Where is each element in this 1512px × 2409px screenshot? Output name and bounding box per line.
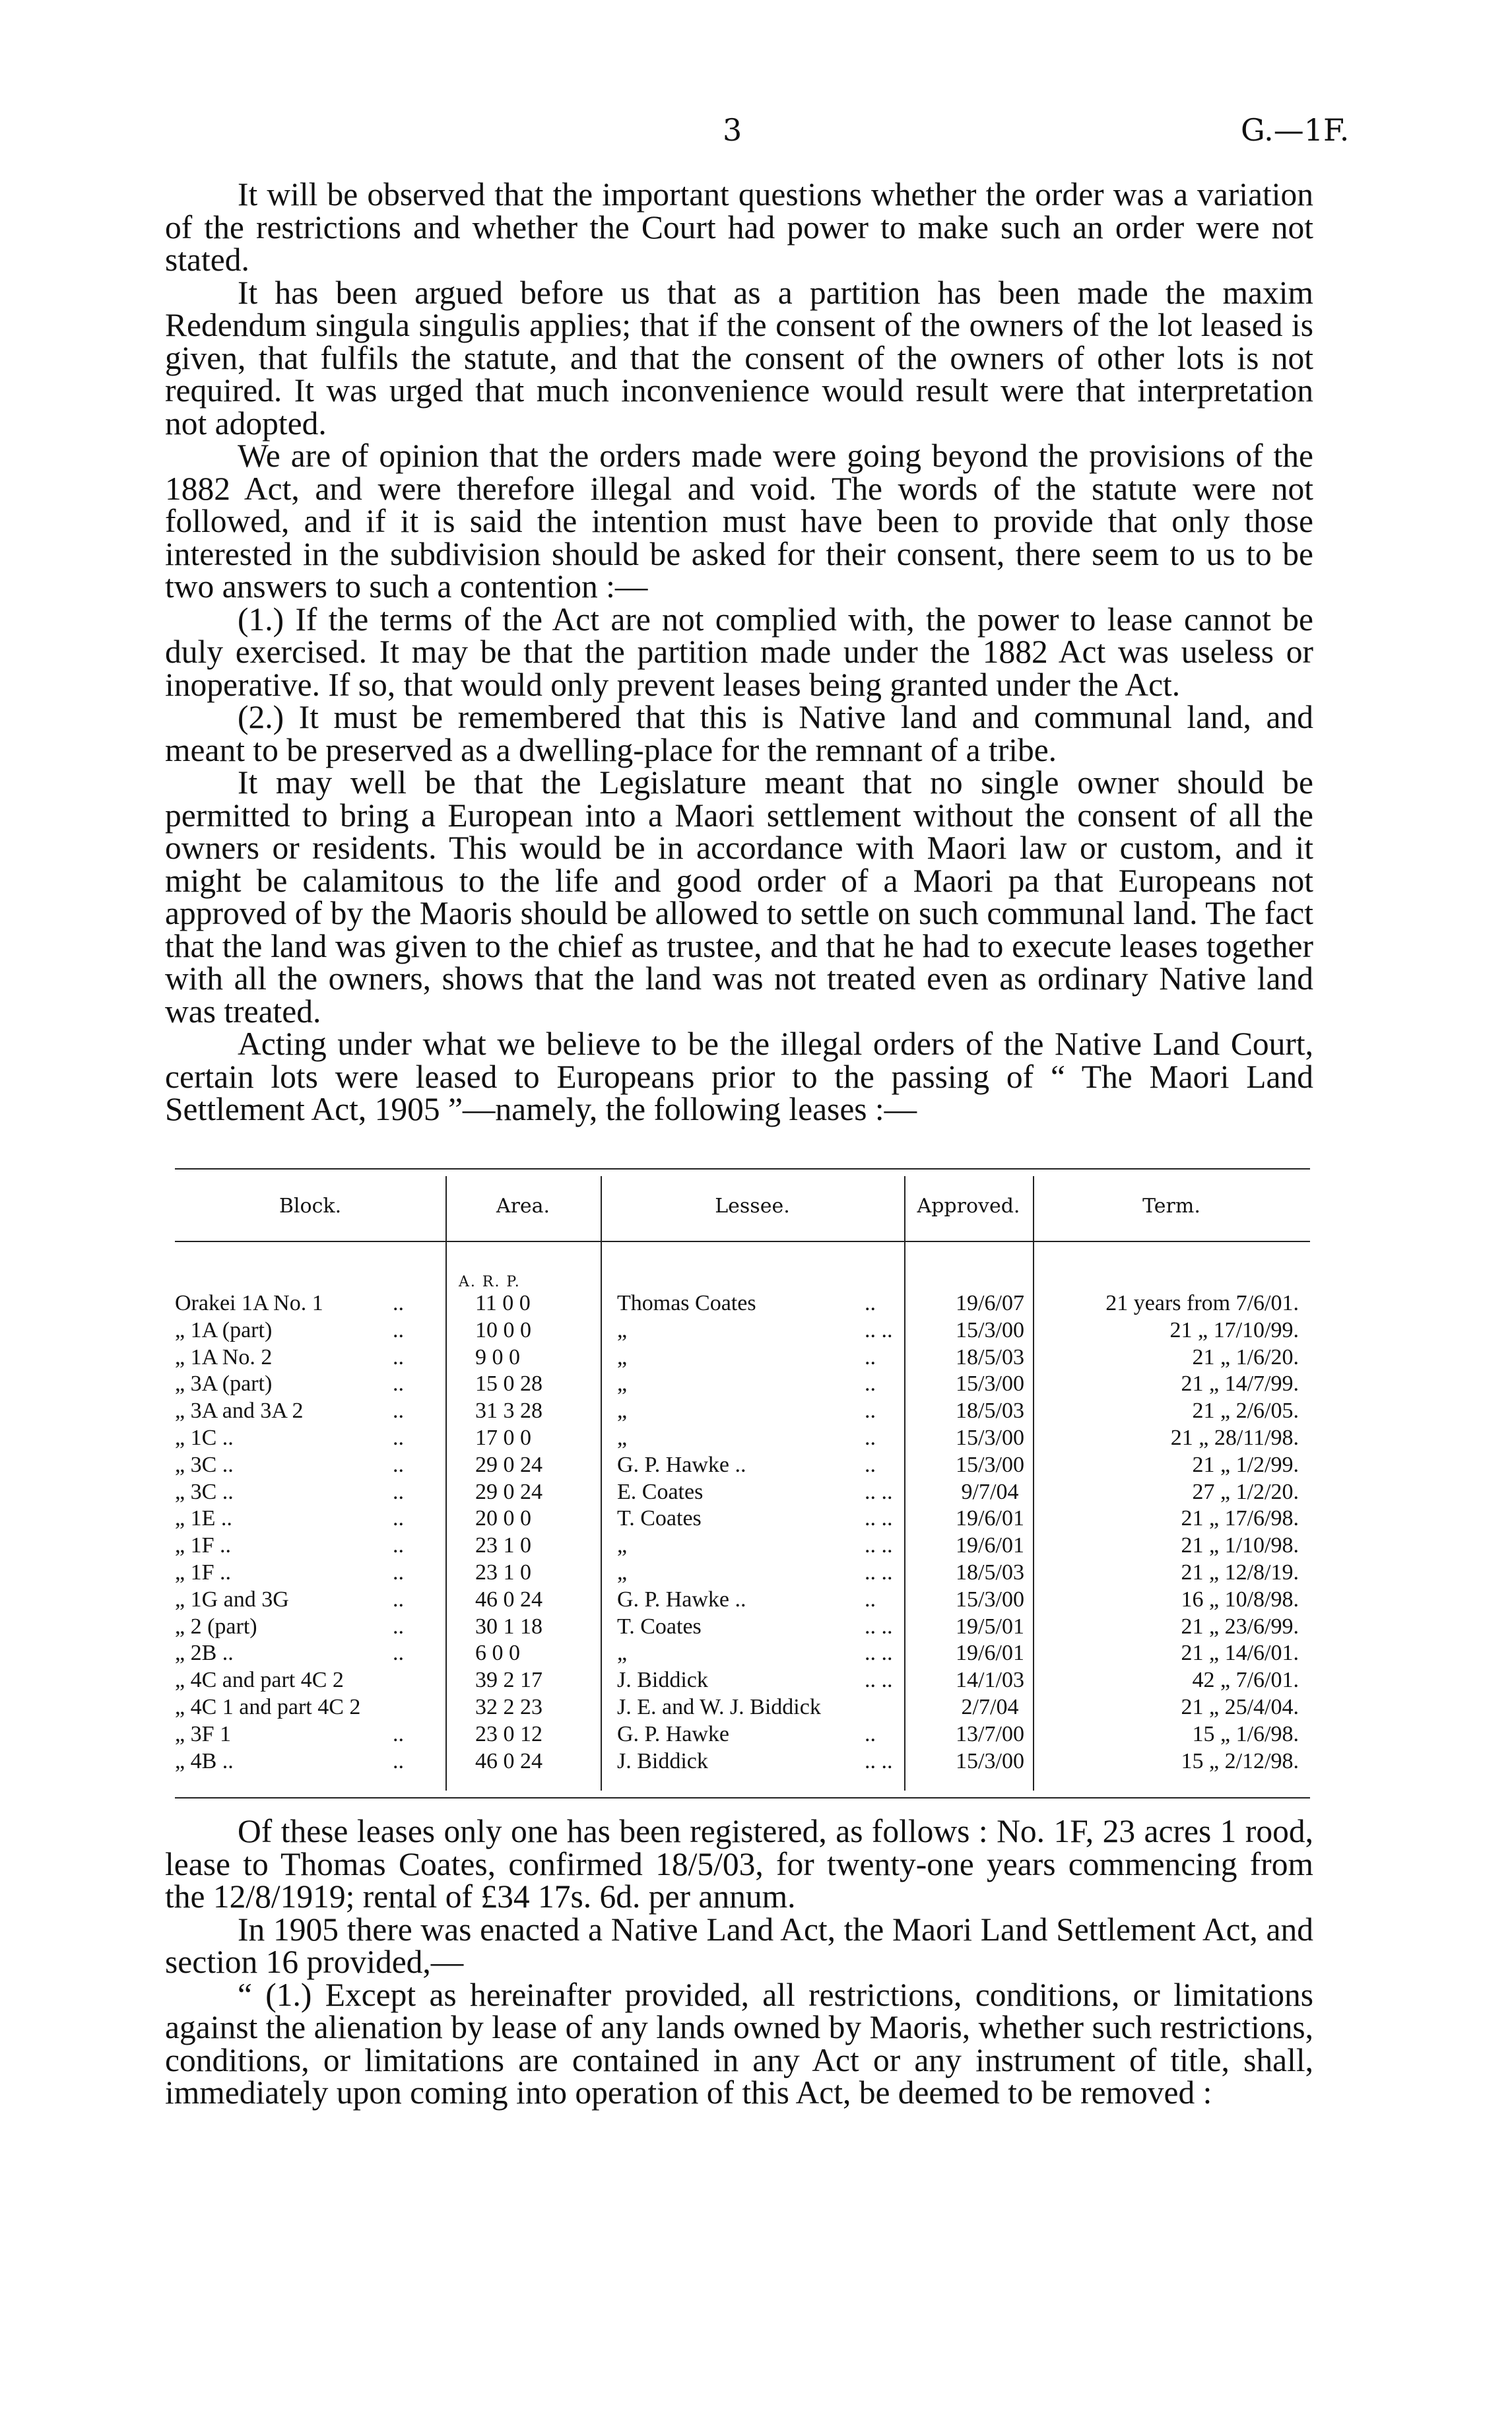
cell-approved: 14/1/03: [956, 1668, 1024, 1693]
table-row: [175, 1505, 1310, 1533]
cell-area: 10 0 0: [475, 1317, 531, 1342]
cell-leader: ..: [393, 1479, 404, 1504]
cell-leader: ..: [865, 1587, 876, 1612]
cell-leader: ..: [865, 1452, 876, 1477]
cell-lessee: „: [617, 1425, 628, 1450]
cell-term: 21 „ 17/6/98.: [1181, 1506, 1299, 1531]
cell-term: 21 years from 7/6/01.: [1105, 1291, 1299, 1315]
cell-block: „ 1F ..: [175, 1533, 231, 1558]
cell-term: 21 „ 17/10/99.: [1169, 1317, 1299, 1342]
cell-lessee: „: [617, 1533, 628, 1558]
table-header-rule: [175, 1241, 1310, 1242]
cell-block: „ 2 (part): [175, 1614, 257, 1639]
cell-term: 21 „ 1/6/20.: [1192, 1344, 1299, 1370]
paragraph: It may well be that the Legislature meant that no single owner should be permitted to bring a European into a Maori settlement without the consent of all the owners or residents. This would be in accordance with Maori law or custom, and it might be calamitous to the life and good order of a Maori pa that Europeans not approved of by the Maoris should be allowed to settle on such communal land. The fact that the land was given to the chief as trustee, and that he had to execute leases together with all the owners, shows that the land was not treated even as ordinary Native land was treated.: [165, 764, 1313, 1030]
cell-block: „ 4C and part 4C 2: [175, 1668, 344, 1693]
cell-leader: ..: [865, 1399, 876, 1424]
table-row: [175, 1667, 1310, 1694]
cell-area: 23 1 0: [475, 1533, 531, 1558]
cell-term: 21 „ 14/7/99.: [1181, 1371, 1299, 1397]
header-area: Area.: [496, 1195, 550, 1218]
cell-lessee: „: [617, 1399, 628, 1424]
cell-block: „ 1F ..: [175, 1560, 231, 1585]
paragraph: (1.) If the terms of the Act are not complied with, the power to lease cannot be duly exercised. It may be that the partition made under the 1882 Act was useless or inoperative. If so, that would only prevent leases being granted under the Act.: [165, 601, 1313, 703]
cell-area: 20 0 0: [475, 1506, 531, 1531]
cell-term: 16 „ 10/8/98.: [1181, 1587, 1299, 1612]
cell-leader: ..: [865, 1344, 876, 1370]
cell-term: 15 „ 1/6/98.: [1192, 1721, 1299, 1746]
cell-lessee: „: [617, 1317, 628, 1342]
paragraph: In 1905 there was enacted a Native Land Act, the Maori Land Settlement Act, and section 16 provided,—: [165, 1911, 1313, 1980]
cell-lessee: Thomas Coates: [617, 1291, 756, 1315]
cell-area: 9 0 0: [475, 1344, 520, 1370]
cell-block: „ 1C ..: [175, 1425, 234, 1450]
cell-approved: 19/5/01: [956, 1614, 1024, 1639]
cell-leader: ..: [865, 1291, 876, 1315]
cell-leader: ..: [393, 1748, 404, 1773]
cell-block: Orakei 1A No. 1: [175, 1291, 323, 1315]
paragraph: Acting under what we believe to be the illegal orders of the Native Land Court, certain lots were leased to Europeans prior to the passing of “ The Maori Land Settlement Act, 1905 ”—namely, the following leases :—: [165, 1026, 1313, 1127]
cell-term: 21 „ 25/4/04.: [1181, 1694, 1299, 1719]
cell-leader: ..: [393, 1344, 404, 1370]
table-row: [175, 1587, 1310, 1614]
cell-area: 32 2 23: [475, 1694, 542, 1719]
cell-term: 21 „ 14/6/01.: [1181, 1641, 1299, 1666]
after-text: [165, 1815, 1313, 2109]
table-row: [175, 1317, 1310, 1344]
table-row: [175, 1560, 1310, 1587]
header-term: Term.: [1142, 1195, 1200, 1218]
cell-lessee: „: [617, 1641, 628, 1666]
cell-block: „ 1A (part): [175, 1317, 273, 1342]
cell-block: „ 4B ..: [175, 1748, 234, 1773]
cell-leader: ..: [393, 1291, 404, 1315]
table-row: [175, 1694, 1310, 1721]
table-row: [175, 1344, 1310, 1371]
cell-area: 46 0 24: [475, 1748, 542, 1773]
table-row: [175, 1452, 1310, 1479]
cell-term: 42 „ 7/6/01.: [1192, 1668, 1299, 1693]
cell-approved: 15/3/00: [956, 1587, 1024, 1612]
leases-table: [175, 1168, 1310, 1798]
cell-leader: ..: [393, 1399, 404, 1424]
cell-block: „ 4C 1 and part 4C 2: [175, 1694, 361, 1719]
cell-lessee: J. Biddick: [617, 1748, 708, 1773]
table-row: [175, 1371, 1310, 1398]
cell-approved: 15/3/00: [956, 1371, 1024, 1397]
cell-block: „ 3C ..: [175, 1452, 234, 1477]
cell-approved: 15/3/00: [956, 1452, 1024, 1477]
page-number: 3: [723, 112, 742, 148]
cell-leader: .. ..: [865, 1641, 893, 1666]
cell-leader: ..: [393, 1452, 404, 1477]
cell-area: 39 2 17: [475, 1668, 542, 1693]
cell-leader: ..: [393, 1641, 404, 1666]
cell-lessee: T. Coates: [617, 1506, 702, 1531]
header-lessee: Lessee.: [715, 1195, 790, 1218]
cell-term: 21 „ 12/8/19.: [1181, 1560, 1299, 1585]
cell-leader: ..: [865, 1721, 876, 1746]
cell-leader: .. ..: [865, 1614, 893, 1639]
table-bottom-rule: [175, 1797, 1310, 1798]
table-row: [175, 1748, 1310, 1775]
cell-approved: 15/3/00: [956, 1317, 1024, 1342]
header-approved: Approved.: [917, 1195, 1020, 1218]
cell-lessee: E. Coates: [617, 1479, 704, 1504]
cell-lessee: G. P. Hawke ..: [617, 1587, 746, 1612]
cell-area: 31 3 28: [475, 1399, 542, 1424]
cell-leader: ..: [393, 1506, 404, 1531]
cell-leader: ..: [393, 1317, 404, 1342]
cell-term: 21 „ 2/6/05.: [1192, 1399, 1299, 1424]
intro-text: [165, 178, 1313, 1126]
document-code: G.—1F.: [1241, 112, 1350, 148]
cell-leader: .. ..: [865, 1479, 893, 1504]
paragraph: “ (1.) Except as hereinafter provided, all restrictions, conditions, or limitations against the alienation by lease of any lands owned by Maoris, whether such restrictions, conditions, or limitations are contained in any Act or any instrument of title, shall, immediately upon coming into operation of this Act, be deemed to be removed :: [165, 1976, 1313, 2111]
cell-area: 29 0 24: [475, 1479, 542, 1504]
cell-area: 23 0 12: [475, 1721, 542, 1746]
cell-approved: 19/6/01: [956, 1533, 1024, 1558]
table-row: [175, 1479, 1310, 1506]
table-top-rule: [175, 1168, 1310, 1170]
cell-block: „ 2B ..: [175, 1641, 234, 1666]
cell-leader: .. ..: [865, 1748, 893, 1773]
paragraph: We are of opinion that the orders made were going beyond the provisions of the 1882 Act, and were therefore illegal and void. The words of the statute were not followed, and if it is said the intention must have been to provide that only those interested in the subdivision should be asked for their consent, there seem to us to be two answers to such a contention :—: [165, 438, 1313, 605]
cell-leader: ..: [865, 1371, 876, 1397]
table-row: [175, 1533, 1310, 1560]
table-body: [175, 1290, 1310, 1775]
header-block: Block.: [279, 1195, 342, 1218]
paragraph: It has been argued before us that as a partition has been made the maxim Redendum singula singulis applies; that if the consent of the owners of the lot leased is given, that fulfils the statute, and that the consent of the owners of other lots is not required. It was urged that much inconvenience would result were that interpretation not adopted.: [165, 274, 1313, 442]
cell-term: 27 „ 1/2/20.: [1192, 1479, 1299, 1504]
cell-block: „ 3C ..: [175, 1479, 234, 1504]
cell-leader: ..: [393, 1721, 404, 1746]
cell-leader: ..: [393, 1371, 404, 1397]
cell-leader: ..: [393, 1587, 404, 1612]
cell-area: 46 0 24: [475, 1587, 542, 1612]
cell-lessee: G. P. Hawke: [617, 1721, 729, 1746]
cell-approved: 18/5/03: [956, 1399, 1024, 1424]
cell-approved: 15/3/00: [956, 1748, 1024, 1773]
cell-approved: 13/7/00: [956, 1721, 1024, 1746]
paragraph: (2.) It must be remembered that this is Native land and communal land, and meant to be preserved as a dwelling-place for the remnant of a tribe.: [165, 699, 1313, 768]
cell-term: 21 „ 23/6/99.: [1181, 1614, 1299, 1639]
cell-approved: 18/5/03: [956, 1344, 1024, 1370]
cell-block: „ 3F 1: [175, 1721, 231, 1746]
cell-approved: 19/6/07: [956, 1291, 1024, 1315]
cell-term: 15 „ 2/12/98.: [1181, 1748, 1299, 1773]
cell-area: 23 1 0: [475, 1560, 531, 1585]
cell-lessee: J. E. and W. J. Biddick: [617, 1694, 821, 1719]
cell-term: 21 „ 1/2/99.: [1192, 1452, 1299, 1477]
table-row: [175, 1290, 1310, 1317]
cell-area: 15 0 28: [475, 1371, 542, 1397]
cell-leader: .. ..: [865, 1506, 893, 1531]
cell-leader: .. ..: [865, 1533, 893, 1558]
cell-term: 21 „ 1/10/98.: [1181, 1533, 1299, 1558]
cell-lessee: „: [617, 1560, 628, 1585]
cell-lessee: G. P. Hawke ..: [617, 1452, 746, 1477]
table-row: [175, 1721, 1310, 1748]
cell-block: „ 1E ..: [175, 1506, 232, 1531]
cell-approved: 2/7/04: [961, 1694, 1019, 1719]
cell-leader: ..: [393, 1533, 404, 1558]
cell-leader: ..: [393, 1614, 404, 1639]
table-row: [175, 1398, 1310, 1425]
cell-leader: .. ..: [865, 1560, 893, 1585]
cell-leader: ..: [865, 1425, 876, 1450]
cell-lessee: J. Biddick: [617, 1668, 708, 1693]
paragraph: It will be observed that the important questions whether the order was a variation of the restrictions and whether the Court had power to make such an order were not stated.: [165, 176, 1313, 278]
cell-leader: .. ..: [865, 1668, 893, 1693]
cell-lessee: „: [617, 1371, 628, 1397]
cell-block: „ 1G and 3G: [175, 1587, 289, 1612]
cell-area: 6 0 0: [475, 1641, 520, 1666]
cell-area: 11 0 0: [475, 1291, 531, 1315]
paragraph: Of these leases only one has been registered, as follows : No. 1F, 23 acres 1 rood, lease to Thomas Coates, confirmed 18/5/03, for twenty-one years commencing from the 12/8/1919; rental of £34 17s. 6d. per annum.: [165, 1813, 1313, 1915]
cell-approved: 15/3/00: [956, 1425, 1024, 1450]
cell-approved: 19/6/01: [956, 1641, 1024, 1666]
cell-block: „ 3A (part): [175, 1371, 273, 1397]
cell-leader: .. ..: [865, 1317, 893, 1342]
cell-approved: 18/5/03: [956, 1560, 1024, 1585]
table-row: [175, 1614, 1310, 1641]
cell-area: 30 1 18: [475, 1614, 542, 1639]
cell-term: 21 „ 28/11/98.: [1170, 1425, 1299, 1450]
cell-leader: ..: [393, 1425, 404, 1450]
cell-lessee: „: [617, 1344, 628, 1370]
cell-block: „ 3A and 3A 2: [175, 1399, 304, 1424]
area-units: A. R. P.: [459, 1274, 521, 1290]
cell-approved: 19/6/01: [956, 1506, 1024, 1531]
cell-area: 17 0 0: [475, 1425, 531, 1450]
table-row: [175, 1640, 1310, 1667]
cell-block: „ 1A No. 2: [175, 1344, 273, 1370]
table-row: [175, 1425, 1310, 1452]
cell-approved: 9/7/04: [961, 1479, 1019, 1504]
cell-leader: ..: [393, 1560, 404, 1585]
cell-area: 29 0 24: [475, 1452, 542, 1477]
cell-lessee: T. Coates: [617, 1614, 702, 1639]
